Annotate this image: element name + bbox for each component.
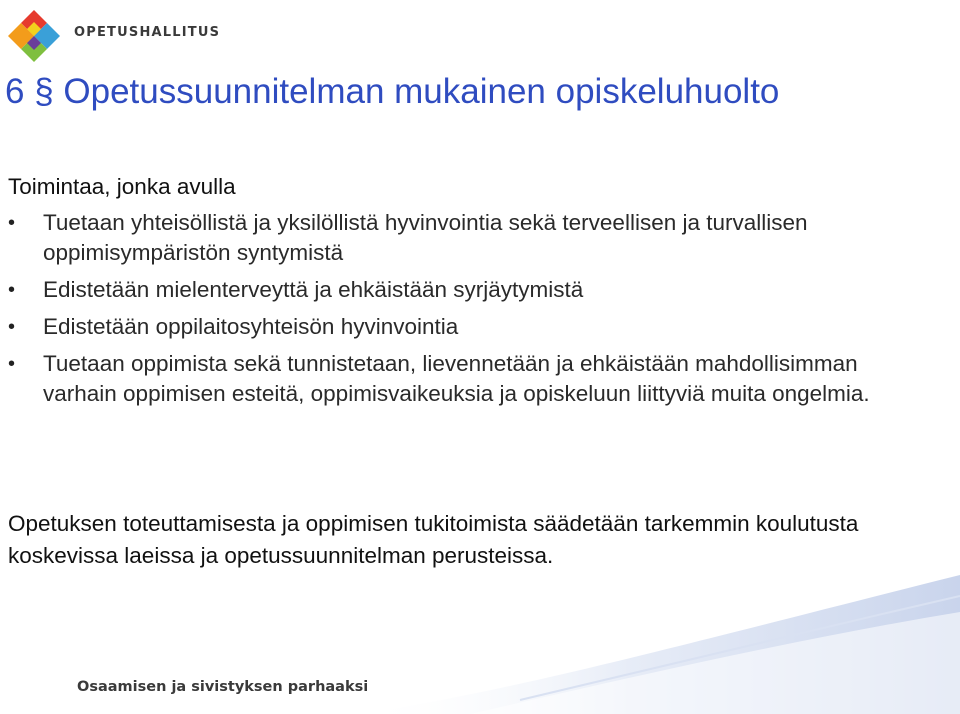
bullet-icon: •: [8, 353, 16, 375]
bullet-icon: •: [8, 316, 16, 338]
intro-text: Toimintaa, jonka avulla: [8, 174, 236, 199]
list-item-text: Edistetään oppilaitosyhteisön hyvinvointia: [43, 314, 459, 339]
closing-paragraph: Opetuksen toteuttamisesta ja oppimisen tukitoimista säädetään tarkemmin koulutusta koskevissa laeissa ja opetussuunnitelman perusteissa.: [8, 511, 859, 568]
bullet-icon: •: [8, 279, 16, 301]
list-item-text: Tuetaan oppimista sekä tunnistetaan, lievennetään ja ehkäistään mahdollisimman varhain oppimisen esteitä, oppimisvaikeuksia ja opiskeluun liittyviä muita ongelmia.: [43, 351, 870, 406]
logo-text: OPETUSHALLITUS: [74, 25, 221, 40]
bullet-icon: •: [8, 212, 16, 234]
page-title: 6 § Opetussuunnitelman mukainen opiskeluhuolto: [5, 72, 780, 111]
list-item-text: Edistetään mielenterveyttä ja ehkäistään syrjäytymistä: [43, 277, 584, 302]
footer-slogan: Osaamisen ja sivistyksen parhaaksi: [77, 679, 369, 695]
list-item-text: Tuetaan yhteisöllistä ja yksilöllistä hyvinvointia sekä terveellisen ja turvallisen oppimisympäristön syntymistä: [43, 210, 808, 265]
